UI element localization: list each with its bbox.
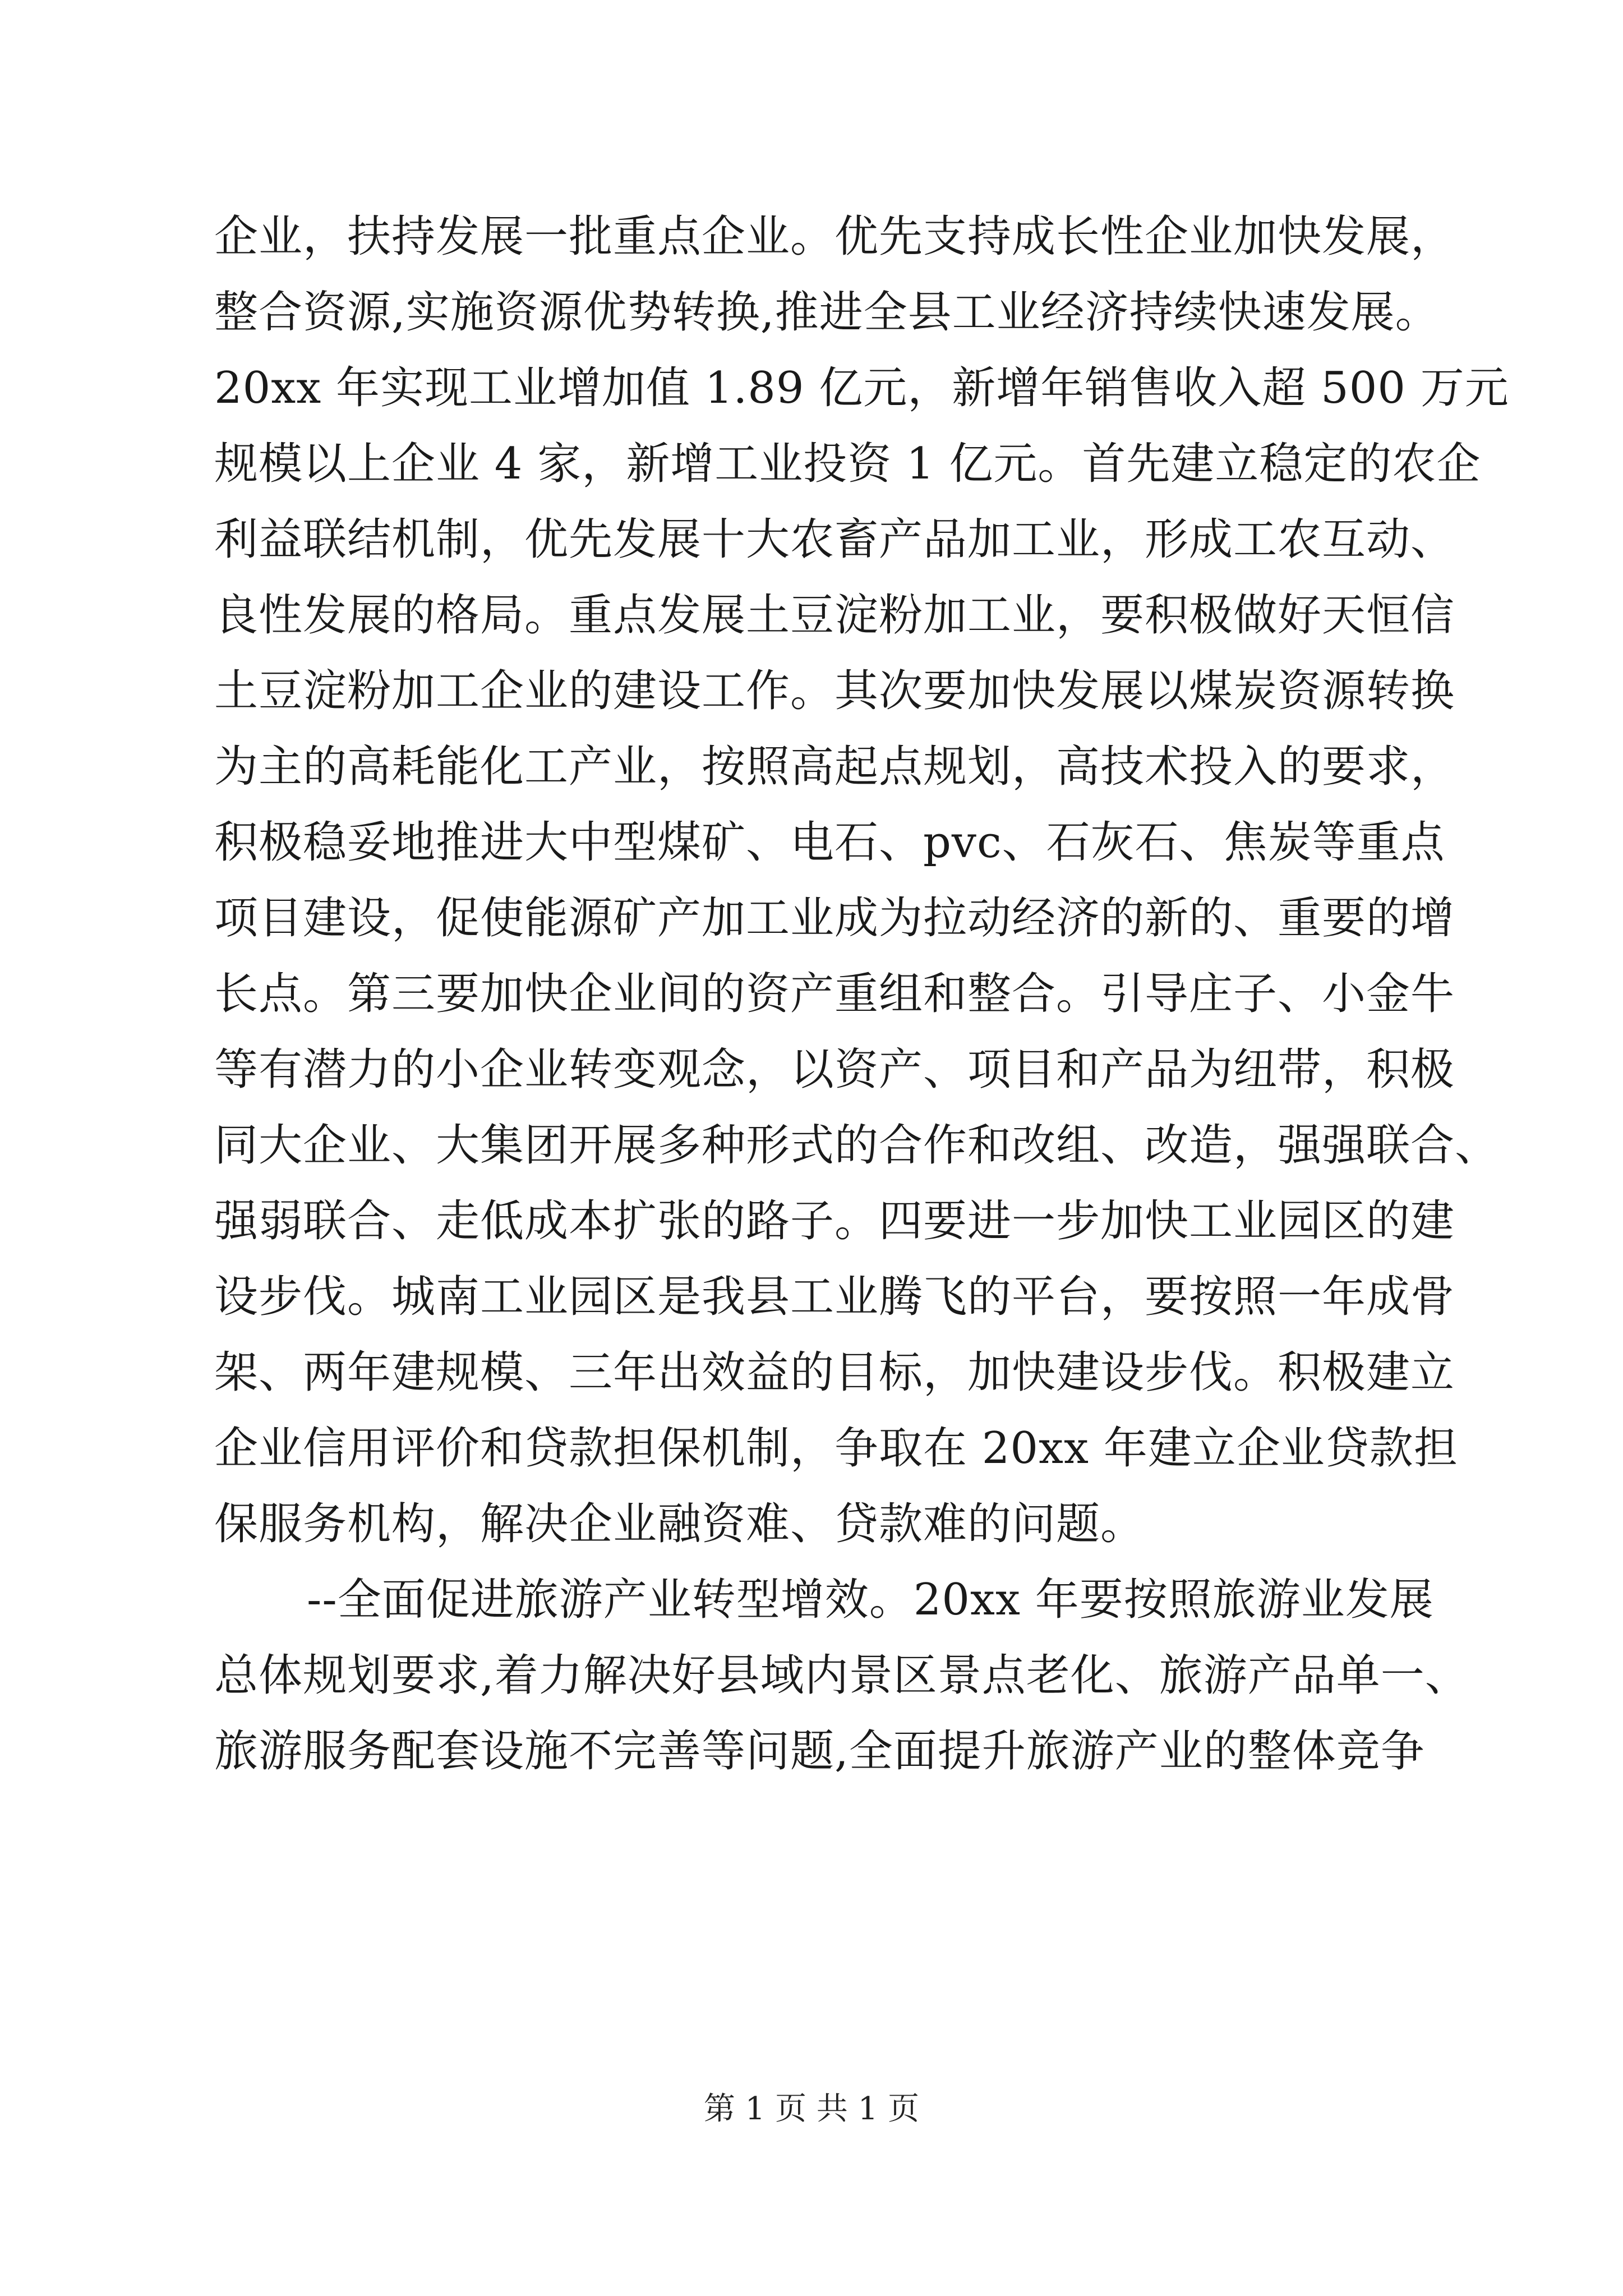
text-line: 企业，扶持发展一批重点企业。优先支持成长性企业加快发展， — [214, 211, 1455, 262]
text-line: 良性发展的格局。重点发展土豆淀粉加工业，要积极做好天恒信 — [214, 590, 1455, 641]
text-line: 架、两年建规模、三年出效益的目标，加快建设步伐。积极建立 — [214, 1347, 1455, 1398]
document-body — [214, 199, 1509, 1789]
text-line: 利益联结机制，优先发展十大农畜产品加工业，形成工农互动、 — [214, 514, 1455, 565]
text-line: 整合资源,实施资源优势转换,推进全县工业经济持续快速发展。 — [214, 287, 1440, 338]
text-line: 保服务机构，解决企业融资难、贷款难的问题。 — [214, 1499, 1145, 1549]
text-line: 企业信用评价和贷款担保机制，争取在 20xx 年建立企业贷款担 — [214, 1423, 1458, 1474]
text-line: 同大企业、大集团开展多种形式的合作和改组、改造，强强联合、 — [214, 1120, 1500, 1171]
text-line: 规模以上企业 4 家，新增工业投资 1 亿元。首先建立稳定的农企 — [214, 439, 1481, 489]
text-line: --全面促进旅游产业转型增效。20xx 年要按照旅游业发展 — [307, 1575, 1434, 1625]
text-line: 项目建设，促使能源矿产加工业成为拉动经济的新的、重要的增 — [214, 893, 1455, 944]
text-line: 强弱联合、走低成本扩张的路子。四要进一步加快工业园区的建 — [214, 1196, 1455, 1246]
text-line: 土豆淀粉加工企业的建设工作。其次要加快发展以煤炭资源转换 — [214, 666, 1455, 716]
text-line: 等有潜力的小企业转变观念，以资产、项目和产品为纽带，积极 — [214, 1045, 1455, 1095]
text-line: 积极稳妥地推进大中型煤矿、电石、pvc、石灰石、焦炭等重点 — [214, 817, 1445, 868]
text-line: 设步伐。城南工业园区是我县工业腾飞的平台，要按照一年成骨 — [214, 1272, 1455, 1322]
text-line: 总体规划要求,着力解决好县域内景区景点老化、旅游产品单一、 — [214, 1650, 1469, 1701]
text-line: 20xx 年实现工业增加值 1.89 亿元，新增年销售收入超 500 万元 — [214, 363, 1509, 413]
text-line: 为主的高耗能化工产业，按照高起点规划，高技术投入的要求， — [214, 742, 1455, 792]
text-line: 长点。第三要加快企业间的资产重组和整合。引导庄子、小金牛 — [214, 969, 1455, 1019]
page-number-footer: 第 1 页 共 1 页 — [703, 2091, 920, 2127]
text-line: 旅游服务配套设施不完善等问题,全面提升旅游产业的整体竞争 — [214, 1726, 1425, 1777]
